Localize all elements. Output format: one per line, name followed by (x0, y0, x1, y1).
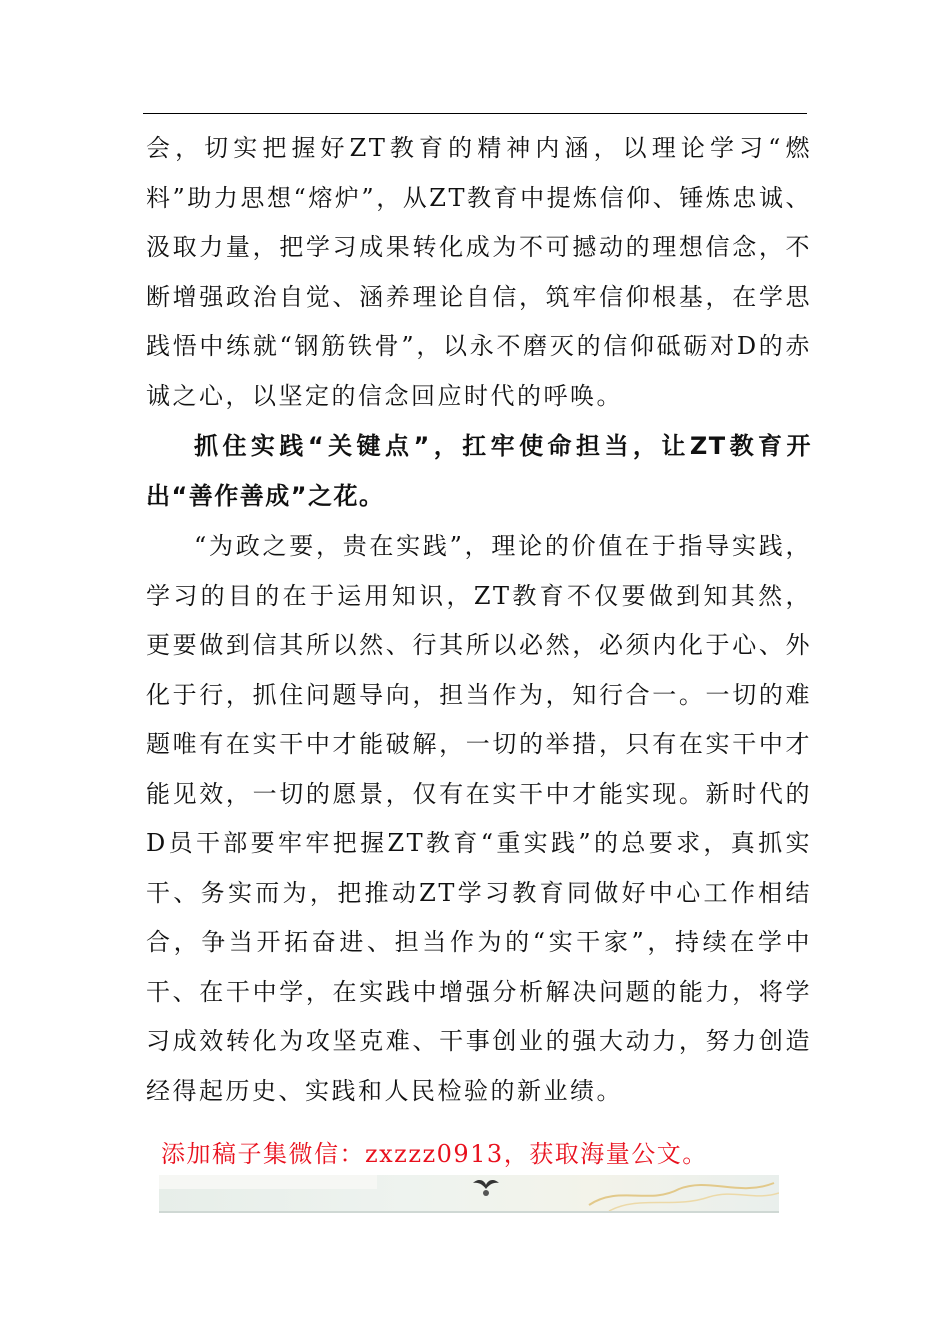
header-rule (143, 113, 807, 114)
decorative-curve-icon (579, 1175, 779, 1211)
paragraph-continued: 会，切实把握好ZT教育的精神内涵，以理论学习“燃料”助力思想“熔炉”，从ZT教育中提炼信仰、锤炼忠诚、汲取力量，把学习成果转化成为不可撼动的理想信念，不断增强政治自觉、涵养理论自信，筑牢信仰根基，在学思践悟中练就“钢筋铁骨”，以永不磨灭的信仰砥砺对D的赤诚之心，以坚定的信念回应时代的呼唤。 (146, 134, 812, 410)
banner-strip (159, 1175, 377, 1189)
promo-text: 添加稿子集微信：zxzzz0913，获取海量公文。 (161, 1140, 708, 1168)
bird-icon (471, 1175, 501, 1199)
section-heading: 抓住实践“关键点”，扛牢使命担当，让ZT教育开出“善作善成”之花。 (146, 432, 812, 510)
banner-image (159, 1175, 779, 1213)
paragraph-practice: “为政之要，贵在实践”，理论的价值在于指导实践，学习的目的在于运用知识，ZT教育不仅要做到知其然，更要做到信其所以然、行其所以必然，必须内化于心、外化于行，抓住问题导向，担当作为，知行合一。一切的难题唯有在实干中才能破解，一切的举措，只有在实干中才能见效，一切的愿景，仅有在实干中才能实现。新时代的D员干部要牢牢把握ZT教育“重实践”的总要求，真抓实干、务实而为，把推动ZT学习教育同做好中心工作相结合，争当开拓奋进、担当作为的“实干家”，持续在学中干、在干中学，在实践中增强分析解决问题的能力，将学习成效转化为攻坚克难、干事创业的强大动力，努力创造经得起历史、实践和人民检验的新业绩。 (146, 532, 812, 1105)
document-body (146, 124, 812, 1116)
